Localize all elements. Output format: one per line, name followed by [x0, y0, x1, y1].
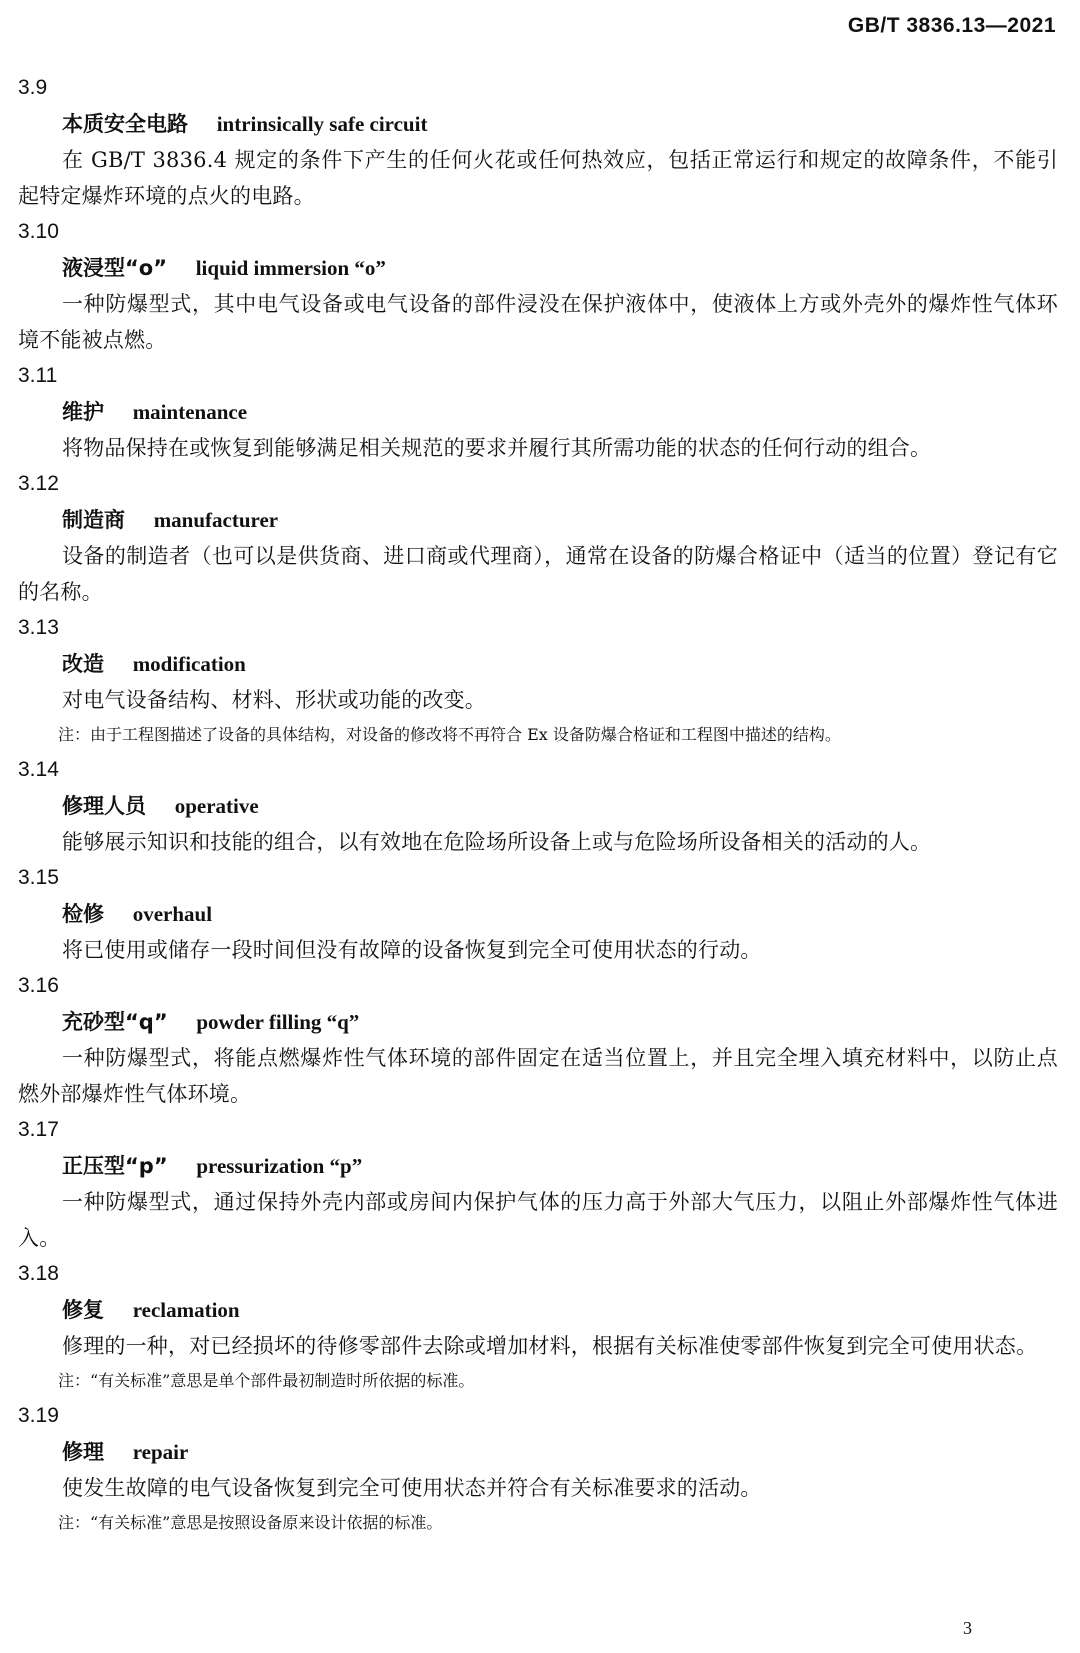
term-entry [18, 1398, 1058, 1540]
term-english: maintenance [132, 400, 248, 424]
term-entry [18, 1112, 1058, 1256]
term-heading [18, 502, 1058, 538]
term-definition: 设备的制造者（也可以是供货商、进口商或代理商），通常在设备的防爆合格证中（适当的位置）登记有它的名称。 [18, 544, 1058, 604]
term-chinese: 维护 [62, 400, 104, 424]
term-english: manufacturer [153, 508, 279, 532]
term-english: intrinsically safe circuit [216, 112, 428, 136]
term-note: 注：“有关标准”意思是按照设备原来设计依据的标准。 [58, 1513, 443, 1532]
term-entry [18, 70, 1058, 214]
term-definition: 将已使用或储存一段时间但没有故障的设备恢复到完全可使用状态的行动。 [62, 938, 762, 962]
term-heading [18, 1004, 1058, 1040]
term-chinese: 本质安全电路 [62, 112, 188, 136]
term-chinese: 检修 [62, 902, 104, 926]
term-english: powder filling “q” [196, 1010, 360, 1034]
page-number: 3 [963, 1618, 972, 1638]
term-heading [18, 1148, 1058, 1184]
term-chinese: 修复 [62, 1298, 104, 1322]
term-number: 3.13 [18, 616, 59, 639]
term-english: repair [132, 1440, 189, 1464]
term-definition: 在 GB/T 3836.4 规定的条件下产生的任何火花或任何热效应，包括正常运行和规定的故障条件，不能引起特定爆炸环境的点火的电路。 [18, 148, 1058, 208]
term-definition: 一种防爆型式，其中电气设备或电气设备的部件浸没在保护液体中，使液体上方或外壳外的爆炸性气体环境不能被点燃。 [18, 292, 1058, 352]
term-entry [18, 610, 1058, 752]
term-heading [18, 788, 1058, 824]
term-entry [18, 968, 1058, 1112]
term-number: 3.19 [18, 1404, 59, 1427]
term-entry [18, 860, 1058, 968]
terms-section [18, 70, 1058, 1540]
term-number: 3.18 [18, 1262, 59, 1285]
term-number: 3.12 [18, 472, 59, 495]
term-number: 3.15 [18, 866, 59, 889]
term-heading [18, 106, 1058, 142]
term-entry [18, 752, 1058, 860]
term-heading [18, 1292, 1058, 1328]
term-chinese: 修理人员 [62, 794, 146, 818]
term-entry [18, 214, 1058, 358]
term-number: 3.9 [18, 76, 48, 99]
term-entry [18, 358, 1058, 466]
term-definition: 能够展示知识和技能的组合，以有效地在危险场所设备上或与危险场所设备相关的活动的人。 [62, 830, 932, 854]
term-english: operative [174, 794, 259, 818]
term-heading [18, 646, 1058, 682]
term-note: 注：“有关标准”意思是单个部件最初制造时所依据的标准。 [58, 1371, 475, 1390]
term-entry [18, 1256, 1058, 1398]
term-english: modification [132, 652, 246, 676]
term-number: 3.16 [18, 974, 59, 997]
term-chinese: 正压型“p” [62, 1154, 168, 1178]
term-number: 3.11 [18, 364, 58, 387]
term-english: pressurization “p” [196, 1154, 363, 1178]
term-chinese: 充砂型“q” [62, 1010, 168, 1034]
term-entry [18, 466, 1058, 610]
term-definition: 一种防爆型式，将能点燃爆炸性气体环境的部件固定在适当位置上，并且完全埋入填充材料中，以防止点燃外部爆炸性气体环境。 [18, 1046, 1058, 1106]
term-english: overhaul [132, 902, 213, 926]
term-english: reclamation [132, 1298, 240, 1322]
term-heading [18, 394, 1058, 430]
term-definition: 一种防爆型式，通过保持外壳内部或房间内保护气体的压力高于外部大气压力，以阻止外部爆炸性气体进入。 [18, 1190, 1058, 1250]
term-definition: 使发生故障的电气设备恢复到完全可使用状态并符合有关标准要求的活动。 [62, 1476, 762, 1500]
term-english: liquid immersion “o” [195, 256, 386, 280]
term-number: 3.17 [18, 1118, 59, 1141]
term-heading [18, 896, 1058, 932]
term-note: 注：由于工程图描述了设备的具体结构，对设备的修改将不再符合 Ex 设备防爆合格证和工程图中描述的结构。 [58, 725, 841, 744]
term-number: 3.14 [18, 758, 59, 781]
term-heading [18, 1434, 1058, 1470]
term-heading [18, 250, 1058, 286]
term-definition: 对电气设备结构、材料、形状或功能的改变。 [62, 688, 486, 712]
term-chinese: 改造 [62, 652, 104, 676]
term-definition: 修理的一种，对已经损坏的待修零部件去除或增加材料，根据有关标准使零部件恢复到完全可使用状态。 [62, 1334, 1038, 1358]
term-definition: 将物品保持在或恢复到能够满足相关规范的要求并履行其所需功能的状态的任何行动的组合。 [62, 436, 932, 460]
term-chinese: 修理 [62, 1440, 104, 1464]
term-number: 3.10 [18, 220, 59, 243]
term-chinese: 制造商 [62, 508, 125, 532]
standard-code: GB/T 3836.13—2021 [847, 14, 1056, 37]
term-chinese: 液浸型“o” [62, 256, 168, 280]
